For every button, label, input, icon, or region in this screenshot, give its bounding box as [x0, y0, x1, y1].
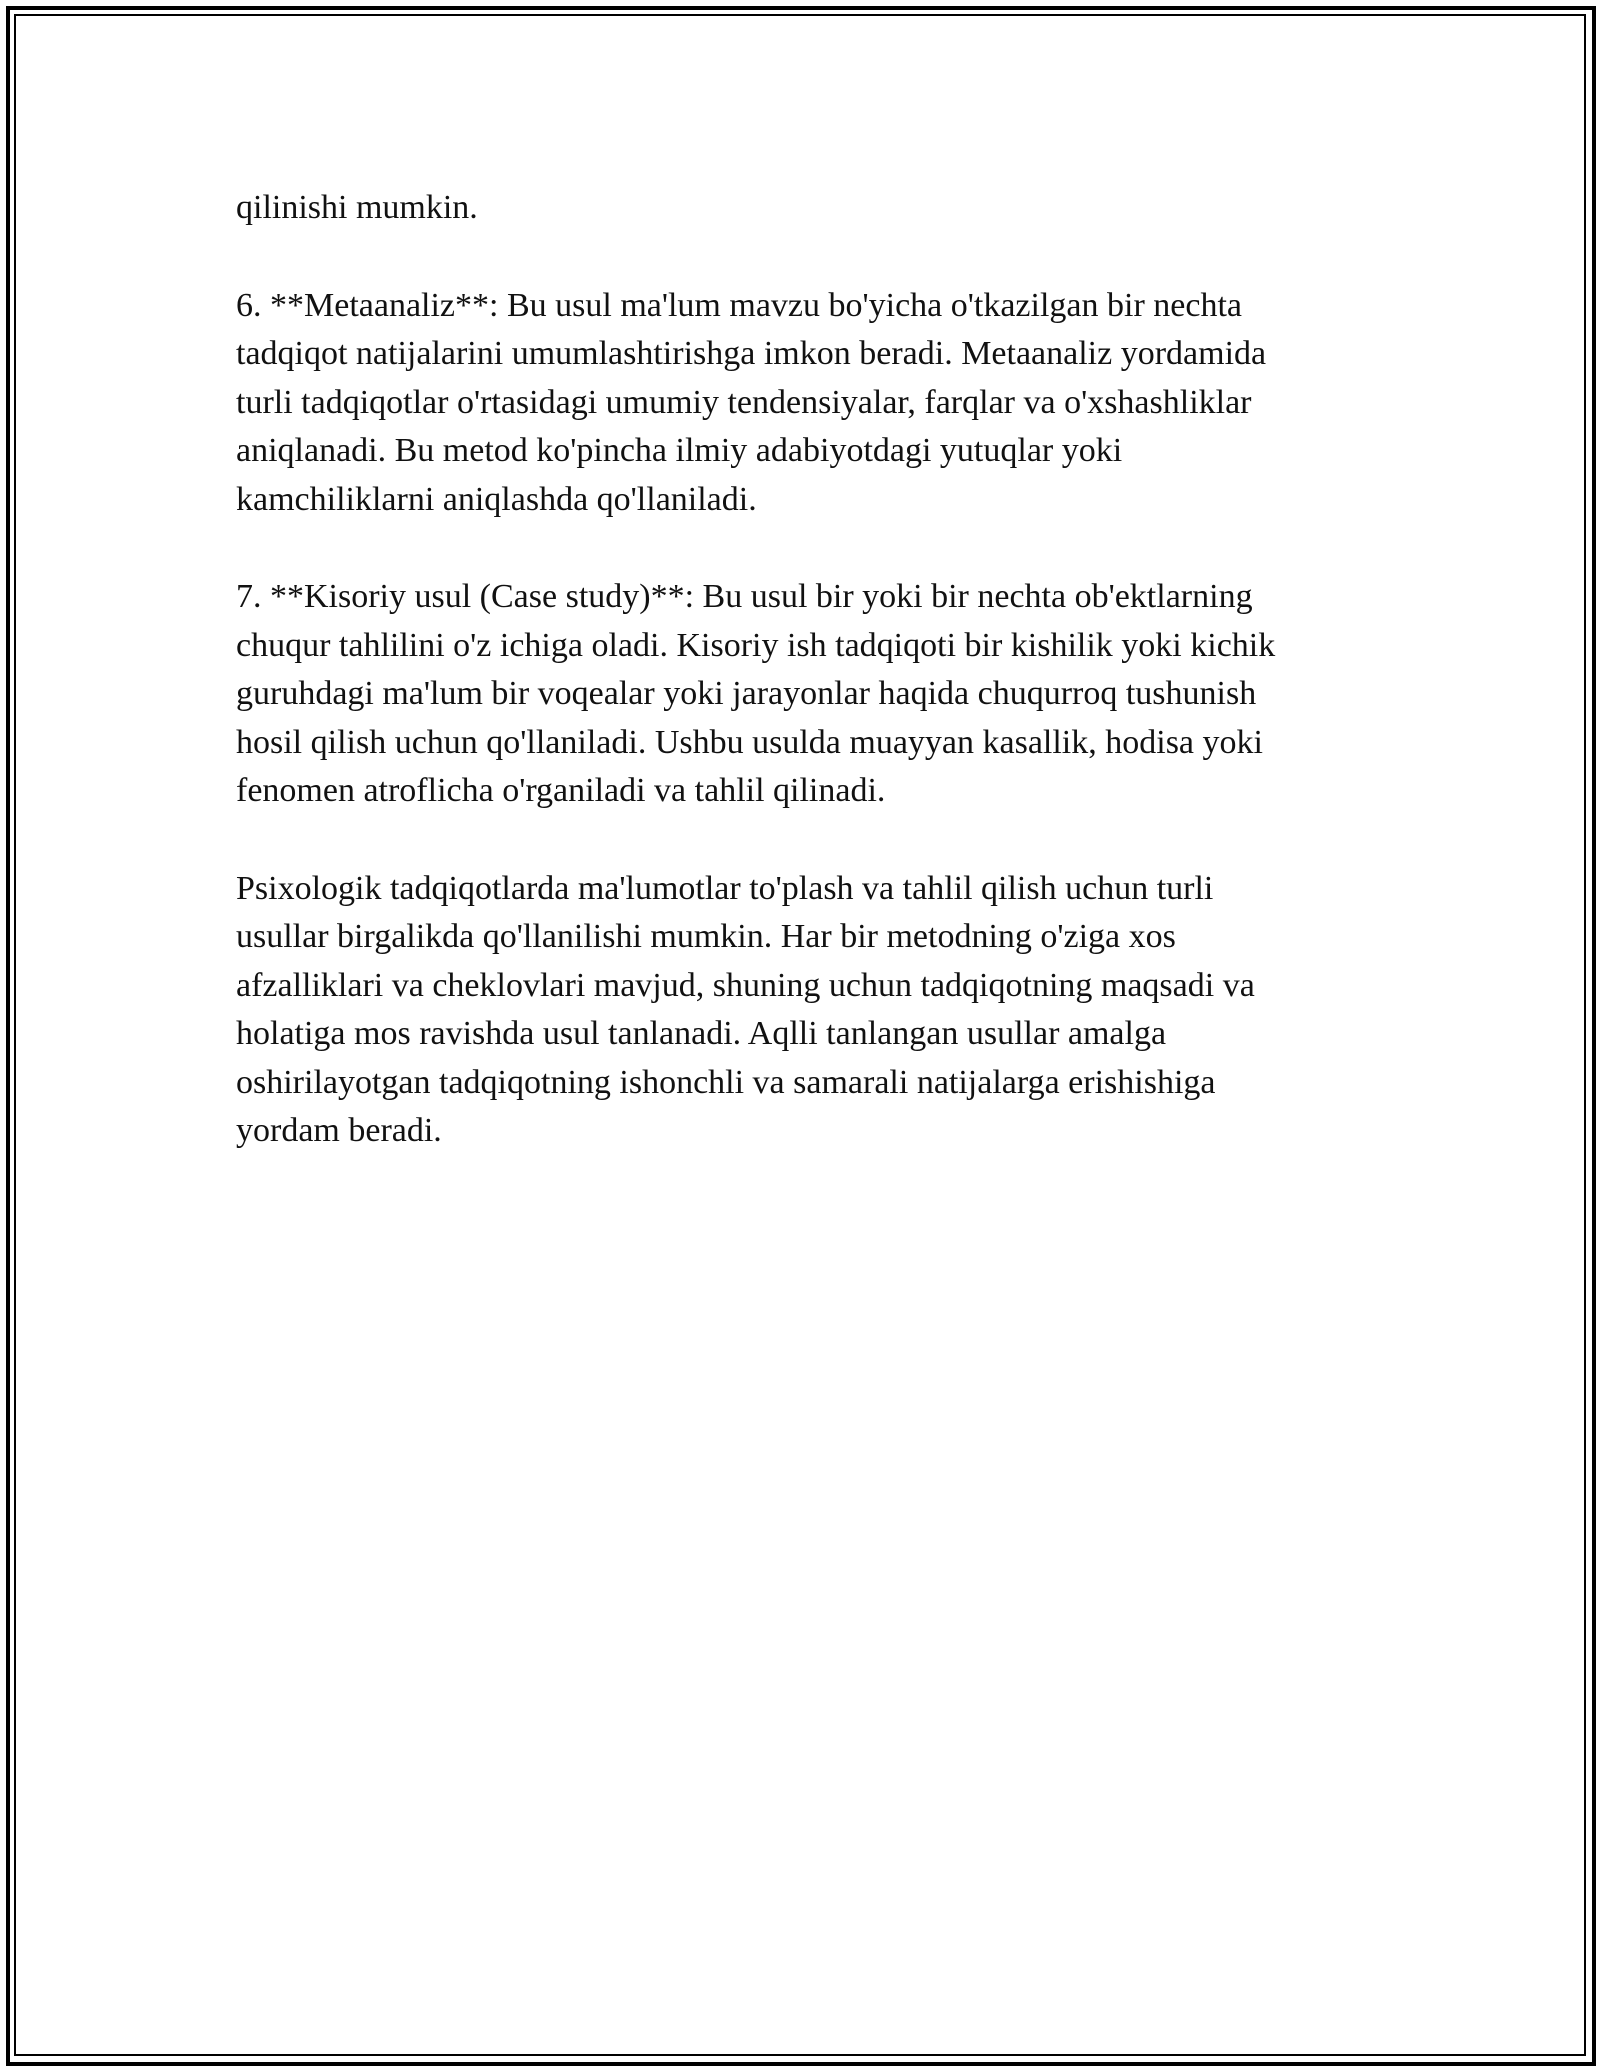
paragraph-case-study: 7. **Kisoriy usul (Case study)**: Bu usul bir yoki bir nechta ob'ektlarning chuqur tahlilini o'z ichiga oladi. Kisoriy ish tadqiqoti bir kishilik yoki kichik guruhdagi ma'lum bir voqealar yoki jarayonlar haqida chuqurroq tushunish hosil qilish uchun qo'llaniladi. Ushbu usulda muayyan kasallik, hodisa yoki fenomen atroflicha o'rganiladi va tahlil qilinadi.: [236, 578, 1276, 809]
paragraph-metaanaliz: 6. **Metaanaliz**: Bu usul ma'lum mavzu bo'yicha o'tkazilgan bir nechta tadqiqot natijalarini umumlashtirishga imkon beradi. Metaanaliz yordamida turli tadqiqotlar o'rtasidagi umumiy tendensiyalar, farqlar va o'xshashliklar aniqlanadi. Bu metod ko'pincha ilmiy adabiyotdagi yutuqlar yoki kamchiliklarni aniqlashda qo'llaniladi.: [236, 286, 1267, 518]
document-body: [236, 184, 1366, 1205]
paragraph-continuation: qilinishi mumkin.: [236, 189, 478, 226]
paragraph-conclusion: Psixologik tadqiqotlarda ma'lumotlar to'plash va tahlil qilish uchun turli usullar birgalikda qo'llanilishi mumkin. Har bir metodning o'ziga xos afzalliklari va cheklovlari mavjud, shuning uchun tadqiqotning maqsadi va holatiga mos ravishda usul tanlanadi. Aqlli tanlangan usullar amalga oshirilayotgan tadqiqotning ishonchli va samarali natijalarga erishishiga yordam beradi.: [236, 869, 1255, 1149]
